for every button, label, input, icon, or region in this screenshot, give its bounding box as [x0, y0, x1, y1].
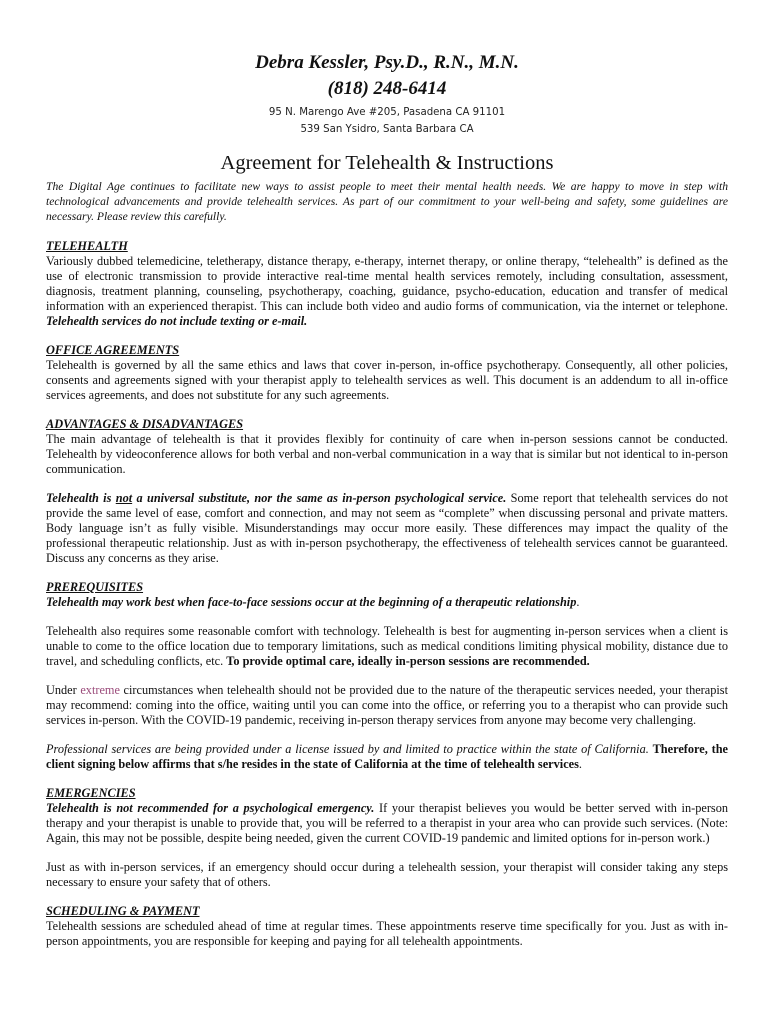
emergencies-paragraph-2: Just as with in-person services, if an emergency should occur during a telehealth session, your therapist will consider taking any steps necessary to ensure your safety that of others. — [46, 860, 728, 889]
document-page — [46, 50, 728, 949]
emergencies-lead: Telehealth is not recommended for a psychological emergency. — [46, 801, 375, 815]
practitioner-phone: (818) 248-6414 — [327, 78, 447, 99]
substitute-emphasis-pre: Telehealth is — [46, 491, 116, 505]
prereq-p3-italic: Professional services are being provided under a license issued by and limited to practice within the state of California. — [46, 742, 649, 756]
prereq-p3-bold: Therefore, the client signing below affirms that s/he resides in the state of California at the time of telehealth services — [46, 742, 729, 771]
substitute-emphasis-post: a universal substitute, nor the same as in-person psychological service. — [132, 491, 507, 505]
document-title: Agreement for Telehealth & Instructions — [220, 152, 554, 174]
prerequisites-subhead: Telehealth may work best when face-to-face sessions occur at the beginning of a therapeutic relationship. — [46, 595, 580, 609]
intro-paragraph: The Digital Age continues to facilitate new ways to assist people to meet their mental health needs. We are happy to move in step with technological advancements and provide telehealth services. As part of our commitment to your well-being and safety, some guidelines are necessary. Please review this carefully. — [46, 180, 728, 223]
prereq-p2-b: circumstances when telehealth should not be provided due to the nature of the therapeutic services needed, your therapist may recommend: coming into the office, waiting until you can come into the office, or referring you to a therapist who can provide such services in-person. With the COVID-19 pandemic, receiving in-person therapy services from anyone may become very challenging. — [46, 683, 728, 727]
substitute-emphasis-not: not — [115, 491, 133, 505]
heading-scheduling-payment: SCHEDULING & PAYMENT — [46, 904, 200, 918]
prerequisites-paragraph-3: Professional services are being provided under a license issued by and limited to practice within the state of California. Therefore, the client signing below affirms that s/he resides in the state of California at the time of telehealth services. — [46, 742, 729, 771]
heading-emergencies: EMERGENCIES — [46, 786, 136, 800]
prerequisites-paragraph-2 — [46, 683, 728, 728]
emergencies-body: If your therapist believes you would be better served with in-person therapy and your therapist is unable to provide that, you will be referred to a therapist in your area who can provide such services. (Note: Again, this may not be possible, despite being needed, given the current COVID-19 pandemic and limited options for in-person work.) — [46, 801, 728, 845]
practitioner-name: Debra Kessler, Psy.D., R.N., M.N. — [255, 52, 519, 73]
substitute-body: Some report that telehealth services do not provide the same level of ease, comfort and connection, and may not seem as “complete” when discussing personal and private matters. Body language isn’t as fully visible. Misunderstandings may occur more easily. These differences may impact the quality of the professional therapeutic relationship. Just as with in-person psychotherapy, the effectiveness of telehealth services cannot be guaranteed. Discuss any concerns as they arise. — [46, 491, 728, 565]
prerequisites-subhead-text: Telehealth may work best when face-to-face sessions occur at the beginning of a therapeutic relationship — [46, 595, 577, 609]
prerequisites-paragraph-1 — [46, 624, 728, 669]
prereq-p1-body: Telehealth also requires some reasonable comfort with technology. Telehealth is best for augmenting in-person services when a client is unable to come to the office location due to temporary limitations, such as medical conditions limiting physical mobility, distance due to travel, and scheduling conflicts, etc. — [46, 624, 728, 668]
advantages-paragraph: The main advantage of telehealth is that it provides flexibly for continuity of care when in-person sessions cannot be conducted. Telehealth by videoconference allows for both verbal and non-verbal communication in a way that is similar but not identical to in-person communication. — [46, 432, 728, 476]
prereq-p2-highlight: extreme — [80, 683, 120, 697]
address-santa-barbara: 539 San Ysidro, Santa Barbara CA — [300, 124, 474, 135]
scheduling-paragraph: Telehealth sessions are scheduled ahead of time at regular times. These appointments reserve time specifically for you. Just as with in-person appointments, you are responsible for keeping and paying for all telehealth appointments. — [46, 919, 728, 948]
prereq-p1-bold: To provide optimal care, ideally in-person sessions are recommended. — [226, 654, 590, 668]
heading-advantages: ADVANTAGES & DISADVANTAGES — [46, 417, 244, 431]
heading-prerequisites: PREREQUISITES — [46, 580, 144, 594]
telehealth-emphasis: Telehealth services do not include texting or e-mail. — [46, 314, 308, 328]
telehealth-body: Variously dubbed telemedicine, teletherapy, distance therapy, e-therapy, internet therapy, or online therapy, “telehealth” is defined as the use of electronic transmission to provide interactive real-time mental health services remotely, including consultation, assessment, diagnosis, treatment planning, counseling, psychotherapy, coaching, guidance, psycho-education, education and transfer of medical information with an experienced therapist. This can include both video and audio forms of communication, via the internet or telephone. — [46, 254, 728, 313]
heading-office-agreements: OFFICE AGREEMENTS — [46, 343, 180, 357]
office-paragraph: Telehealth is governed by all the same ethics and laws that cover in-person, in-office psychotherapy. Consequently, all other policies, consents and agreements signed with your therapist apply to telehealth services as well. This document is an addendum to all in-office services agreements, and does not substitute for any such agreements. — [46, 358, 728, 402]
emergencies-paragraph — [46, 801, 728, 846]
telehealth-paragraph — [46, 254, 728, 329]
heading-telehealth: TELEHEALTH — [46, 239, 128, 253]
address-pasadena: 95 N. Marengo Ave #205, Pasadena CA 91101 — [268, 107, 506, 118]
substitute-paragraph — [46, 491, 728, 566]
prereq-p2-a: Under — [46, 683, 81, 697]
